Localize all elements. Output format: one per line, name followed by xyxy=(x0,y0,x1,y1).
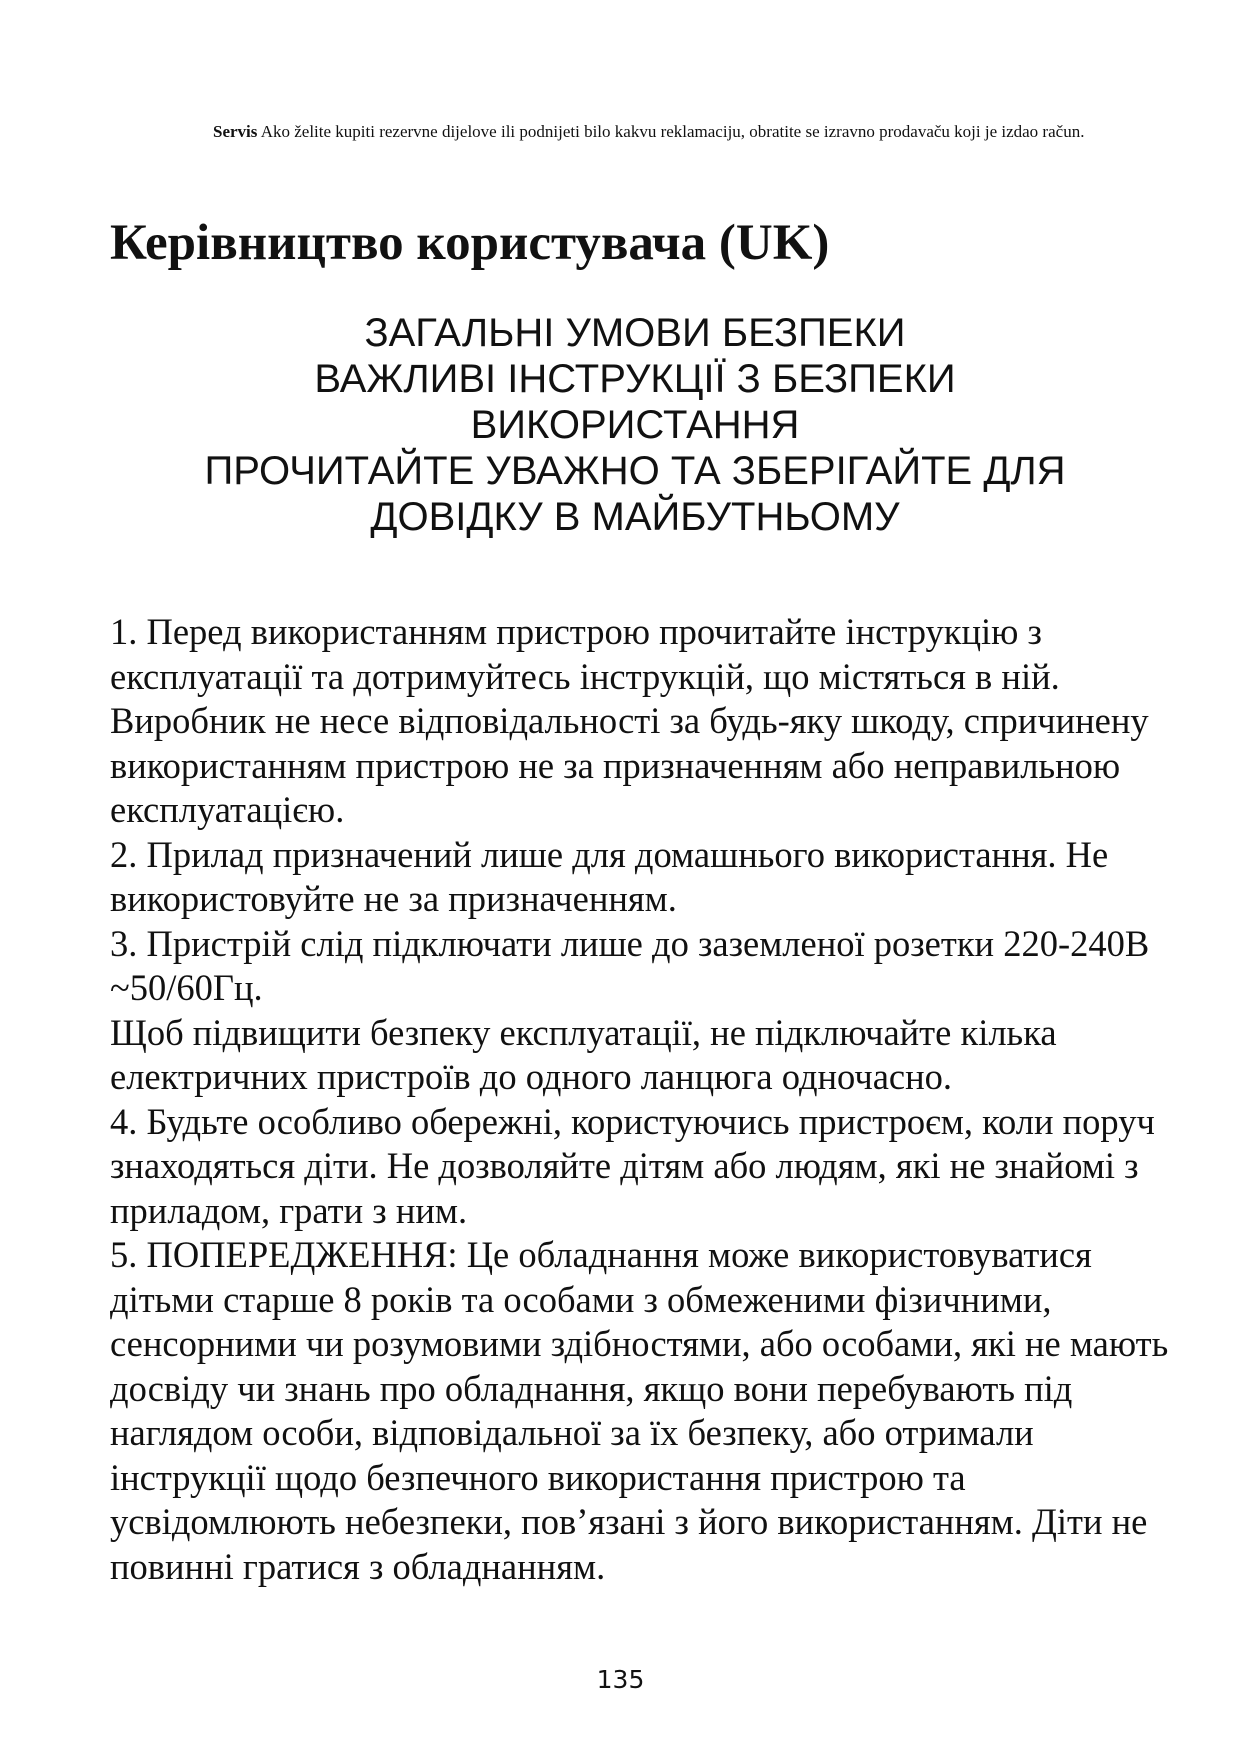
safety-header-line: ПРОЧИТАЙТЕ УВАЖНО ТА ЗБЕРІГАЙТЕ ДЛЯ xyxy=(204,449,1066,493)
safety-header-line: ВИКОРИСТАННЯ xyxy=(470,403,800,447)
instruction-paragraph: 2. Прилад призначений лише для домашнього використання. Не використовуйте не за призначенням. xyxy=(110,833,1109,919)
service-note-text: Ako želite kupiti rezervne dijelove ili podnijeti bilo kakvu reklamaciju, obratite se izravno prodavaču koji je izdao račun. xyxy=(257,122,1085,141)
page-number: 135 xyxy=(596,1665,645,1694)
instructions-list xyxy=(110,610,1170,1589)
instruction-paragraph: Щоб підвищити безпеку експлуатації, не підключайте кілька електричних пристроїв до одного ланцюга одночасно. xyxy=(110,1011,1057,1097)
instruction-paragraph: 1. Перед використанням пристрою прочитайте інструкцію з експлуатації та дотримуйтесь інструкцій, що містяться в ній. Виробник не несе відповідальності за будь-яку шкоду, спричинену використанням пристрою не за призначенням або неправильною експлуатацією. xyxy=(110,611,1149,830)
instruction-paragraph: 3. Пристрій слід підключати лише до заземленої розетки 220-240В ~50/60Гц. xyxy=(110,922,1150,1008)
safety-header-line: ВАЖЛИВІ ІНСТРУКЦІЇ З БЕЗПЕКИ xyxy=(314,357,956,401)
service-note-label: Servis xyxy=(213,122,258,141)
instruction-paragraph: 4. Будьте особливо обережні, користуючись пристроєм, коли поруч знаходяться діти. Не дозволяйте дітям або людям, які не знайомі з приладом, грати з ним. xyxy=(110,1100,1155,1231)
safety-header xyxy=(110,310,1160,540)
instruction-paragraph: 5. ПОПЕРЕДЖЕННЯ: Це обладнання може використовуватися дітьми старше 8 років та особами з обмеженими фізичними, сенсорними чи розумовими здібностями, або особами, які не мають досвіду чи знань про обладнання, якщо вони перебувають під наглядом особи, відповідальної за їх безпеку, або отримали інструкції щодо безпечного використання пристрою та усвідомлюють небезпеки, пов’язані з його використанням. Діти не повинні гратися з обладнанням. xyxy=(110,1234,1169,1587)
manual-title: Керівництво користувача (UK) xyxy=(110,215,830,271)
service-note xyxy=(213,120,1163,144)
safety-header-line: ДОВІДКУ В МАЙБУТНЬОМУ xyxy=(370,495,900,539)
safety-header-line: ЗАГАЛЬНІ УМОВИ БЕЗПЕКИ xyxy=(364,311,906,355)
